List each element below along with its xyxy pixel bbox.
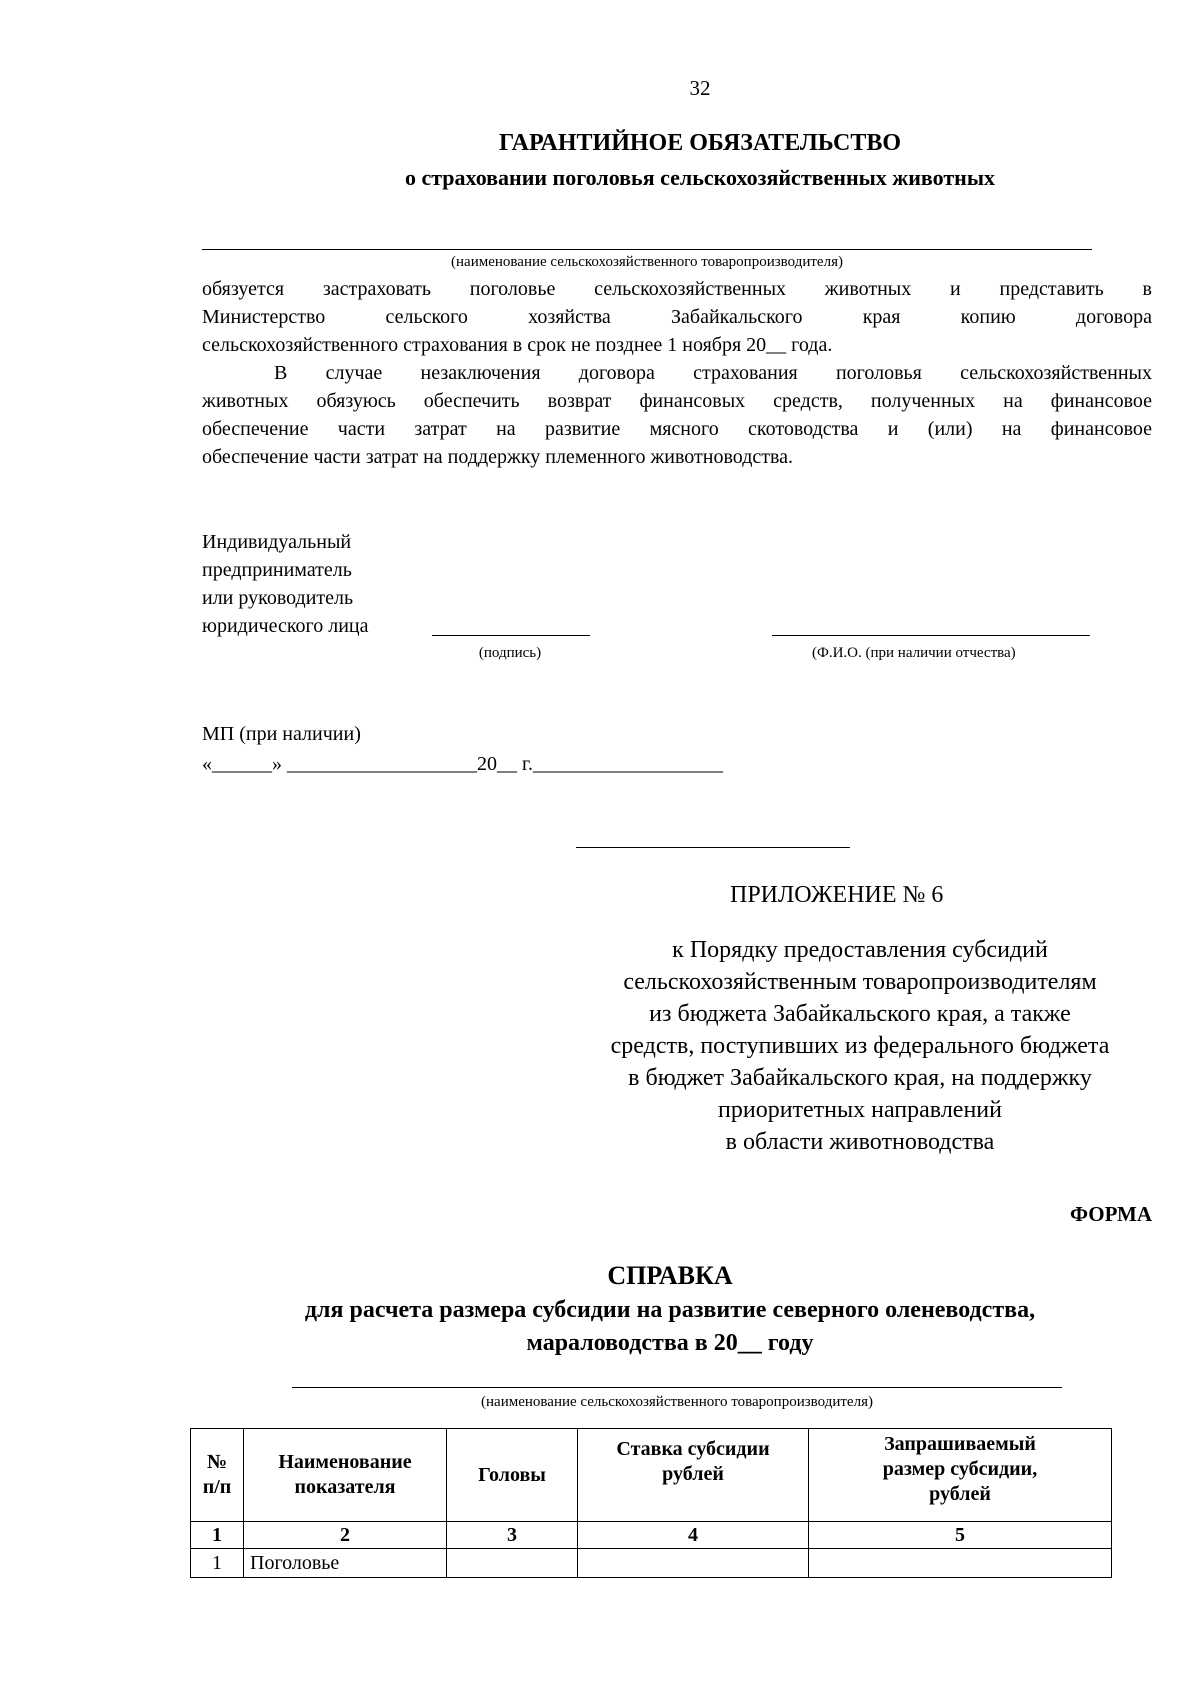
paragraph-line: сельскохозяйственного страхования в срок не позднее 1 ноября 20__ года. xyxy=(202,334,833,356)
reference-subtitle-line: мараловодства в 20__ году xyxy=(526,1330,814,1356)
paragraph-line: обеспечение части затрат на поддержку племенного животноводства. xyxy=(202,446,794,468)
guarantee-subtitle: о страховании поголовья сельскохозяйственных животных xyxy=(404,165,996,190)
table-header-row xyxy=(191,1429,1112,1522)
fio-caption: (Ф.И.О. (при наличии отчества) xyxy=(812,645,1016,661)
subsidy-table xyxy=(190,1428,1112,1578)
table-row xyxy=(191,1549,1112,1578)
appendix-title: ПРИЛОЖЕНИЕ № 6 xyxy=(730,882,944,908)
header-indicator: Наименование показателя xyxy=(244,1429,447,1522)
appendix-line: в области животноводства xyxy=(725,1129,995,1155)
column-number: 5 xyxy=(809,1522,1112,1549)
appendix-line: к Порядку предоставления субсидий xyxy=(672,937,1048,963)
header-number: № п/п xyxy=(191,1429,244,1522)
column-number: 4 xyxy=(578,1522,809,1549)
section-separator xyxy=(576,847,850,848)
appendix-line: в бюджет Забайкальского края, на поддержку xyxy=(628,1065,1092,1091)
row-requested xyxy=(809,1549,1112,1578)
signature-line xyxy=(432,635,590,636)
guarantee-paragraph-2 xyxy=(202,359,1152,471)
row-heads xyxy=(447,1549,578,1578)
row-indicator: Поголовье xyxy=(244,1549,447,1578)
producer-name-line xyxy=(202,249,1092,250)
reference-title: СПРАВКА xyxy=(607,1261,733,1290)
row-number: 1 xyxy=(191,1549,244,1578)
column-number: 3 xyxy=(447,1522,578,1549)
paragraph-line: обязуется застраховать поголовье сельскохозяйственных животных и представить в xyxy=(202,278,1152,300)
form-label: ФОРМА xyxy=(1069,1202,1152,1226)
signature-caption: (подпись) xyxy=(478,645,542,661)
header-heads: Головы xyxy=(447,1429,578,1522)
producer-caption-2: (наименование сельскохозяйственного товаропроизводителя) xyxy=(481,1394,873,1410)
date-line: «______» ___________________20__ г.___________________ xyxy=(202,753,723,775)
column-number: 2 xyxy=(244,1522,447,1549)
header-requested: Запрашиваемый размер субсидии, рублей xyxy=(809,1429,1112,1522)
paragraph-line: животных обязуюсь обеспечить возврат финансовых средств, полученных на финансовое xyxy=(202,390,1152,412)
signer-line: предприниматель xyxy=(202,559,352,581)
paragraph-line: В случае незаключения договора страхования поголовья сельскохозяйственных xyxy=(274,362,1152,384)
column-number-row xyxy=(191,1522,1112,1549)
column-number: 1 xyxy=(191,1522,244,1549)
signer-label xyxy=(202,528,442,640)
appendix-body xyxy=(545,934,1175,1158)
stamp-label: МП (при наличии) xyxy=(202,723,361,745)
signer-line: юридического лица xyxy=(202,615,369,637)
fio-line xyxy=(772,635,1090,636)
guarantee-title: ГАРАНТИЙНОЕ ОБЯЗАТЕЛЬСТВО xyxy=(498,130,902,156)
appendix-line: сельскохозяйственным товаропроизводителям xyxy=(623,969,1097,995)
paragraph-line: обеспечение части затрат на развитие мясного скотоводства и (или) на финансовое xyxy=(202,418,1152,440)
signer-line: Индивидуальный xyxy=(202,531,352,553)
signer-line: или руководитель xyxy=(202,587,354,609)
reference-subtitle-line: для расчета размера субсидии на развитие северного оленеводства, xyxy=(304,1297,1036,1323)
guarantee-paragraph-1 xyxy=(202,275,1152,359)
appendix-line: средств, поступивших из федерального бюджета xyxy=(610,1033,1110,1059)
reference-subtitle xyxy=(180,1294,1160,1360)
header-rate: Ставка субсидии рублей xyxy=(578,1429,809,1522)
appendix-line: из бюджета Забайкальского края, а также xyxy=(649,1001,1071,1027)
row-rate xyxy=(578,1549,809,1578)
producer-caption: (наименование сельскохозяйственного товаропроизводителя) xyxy=(451,254,843,270)
producer-name-line-2 xyxy=(292,1387,1062,1388)
paragraph-line: Министерство сельского хозяйства Забайкальского края копию договора xyxy=(202,306,1152,328)
page-number: 32 xyxy=(689,76,711,100)
appendix-line: приоритетных направлений xyxy=(718,1097,1002,1123)
